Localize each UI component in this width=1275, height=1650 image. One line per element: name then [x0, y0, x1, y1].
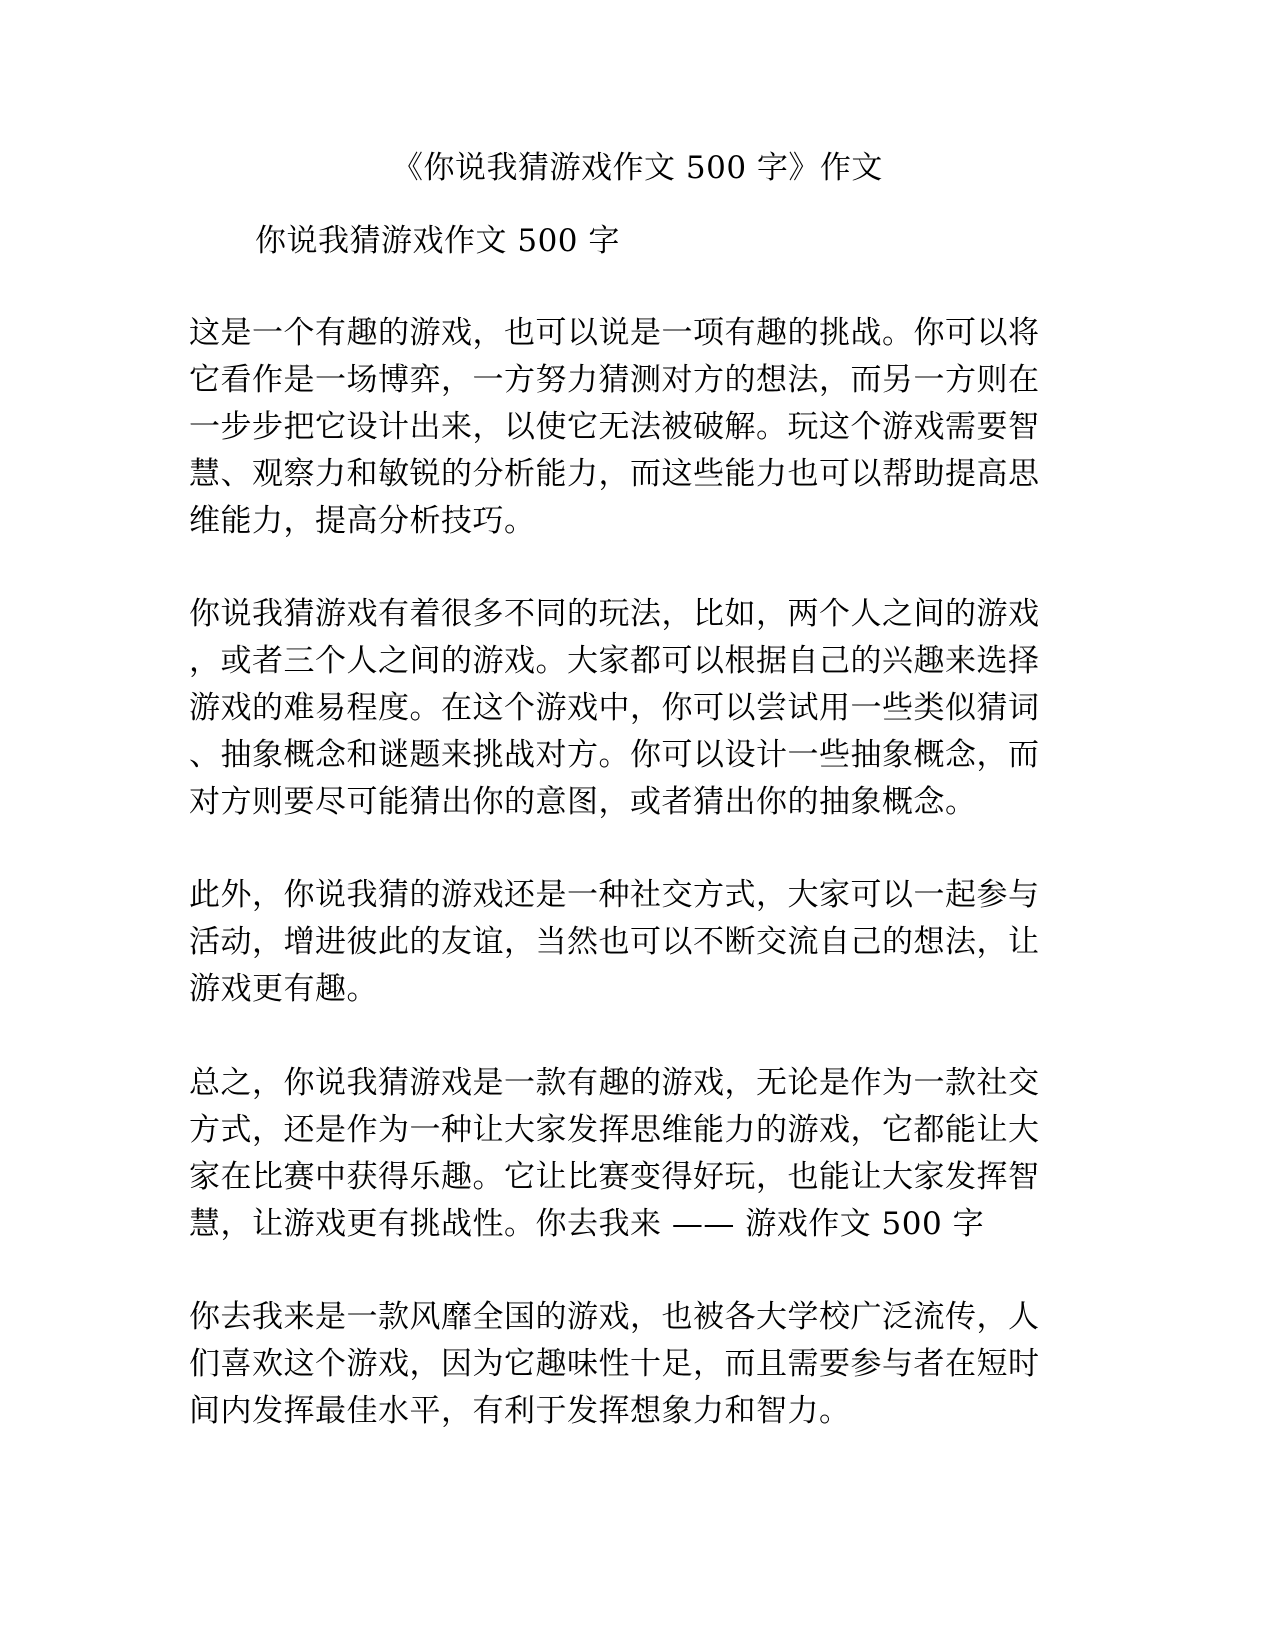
paragraph-1-line-1: 这是一个有趣的游戏，也可以说是一项有趣的挑战。你可以将 [189, 315, 1040, 351]
paragraph-4-line-4: 慧，让游戏更有挑战性。你去我来 —— 游戏作文 500 字 [189, 1206, 985, 1242]
paragraph-3-line-2: 活动，增进彼此的友谊，当然也可以不断交流自己的想法，让 [189, 924, 1040, 960]
paragraph-4-line-3: 家在比赛中获得乐趣。它让比赛变得好玩，也能让大家发挥智 [189, 1159, 1040, 1195]
paragraph-3-line-1: 此外，你说我猜的游戏还是一种社交方式，大家可以一起参与 [189, 877, 1040, 913]
paragraph-2-line-5: 对方则要尽可能猜出你的意图，或者猜出你的抽象概念。 [189, 784, 977, 820]
document-title: 《你说我猜游戏作文 500 字》作文 [392, 150, 883, 186]
paragraph-5-line-3: 间内发挥最佳水平，有利于发挥想象力和智力。 [189, 1393, 851, 1429]
paragraph-4-line-2: 方式，还是作为一种让大家发挥思维能力的游戏，它都能让大 [189, 1112, 1040, 1148]
paragraph-2-line-4: 、抽象概念和谜题来挑战对方。你可以设计一些抽象概念，而 [189, 737, 1040, 773]
paragraph-5-line-2: 们喜欢这个游戏，因为它趣味性十足，而且需要参与者在短时 [189, 1346, 1040, 1382]
paragraph-5-line-1: 你去我来是一款风靡全国的游戏，也被各大学校广泛流传，人 [189, 1299, 1040, 1335]
paragraph-2-line-1: 你说我猜游戏有着很多不同的玩法，比如，两个人之间的游戏 [189, 596, 1040, 632]
paragraph-1-line-2: 它看作是一场博弈，一方努力猜测对方的想法，而另一方则在 [189, 362, 1040, 398]
paragraph-4-line-1: 总之，你说我猜游戏是一款有趣的游戏，无论是作为一款社交 [189, 1065, 1040, 1101]
paragraph-1-line-4: 慧、观察力和敏锐的分析能力，而这些能力也可以帮助提高思 [189, 456, 1040, 492]
paragraph-3-line-3: 游戏更有趣。 [189, 971, 378, 1007]
paragraph-2-line-3: 游戏的难易程度。在这个游戏中，你可以尝试用一些类似猜词 [189, 690, 1040, 726]
paragraph-2-line-2: ，或者三个人之间的游戏。大家都可以根据自己的兴趣来选择 [189, 643, 1040, 679]
document-subtitle: 你说我猜游戏作文 500 字 [255, 223, 620, 259]
paragraph-1-line-3: 一步步把它设计出来，以使它无法被破解。玩这个游戏需要智 [189, 409, 1040, 445]
paragraph-1-line-5: 维能力，提高分析技巧。 [189, 503, 536, 539]
